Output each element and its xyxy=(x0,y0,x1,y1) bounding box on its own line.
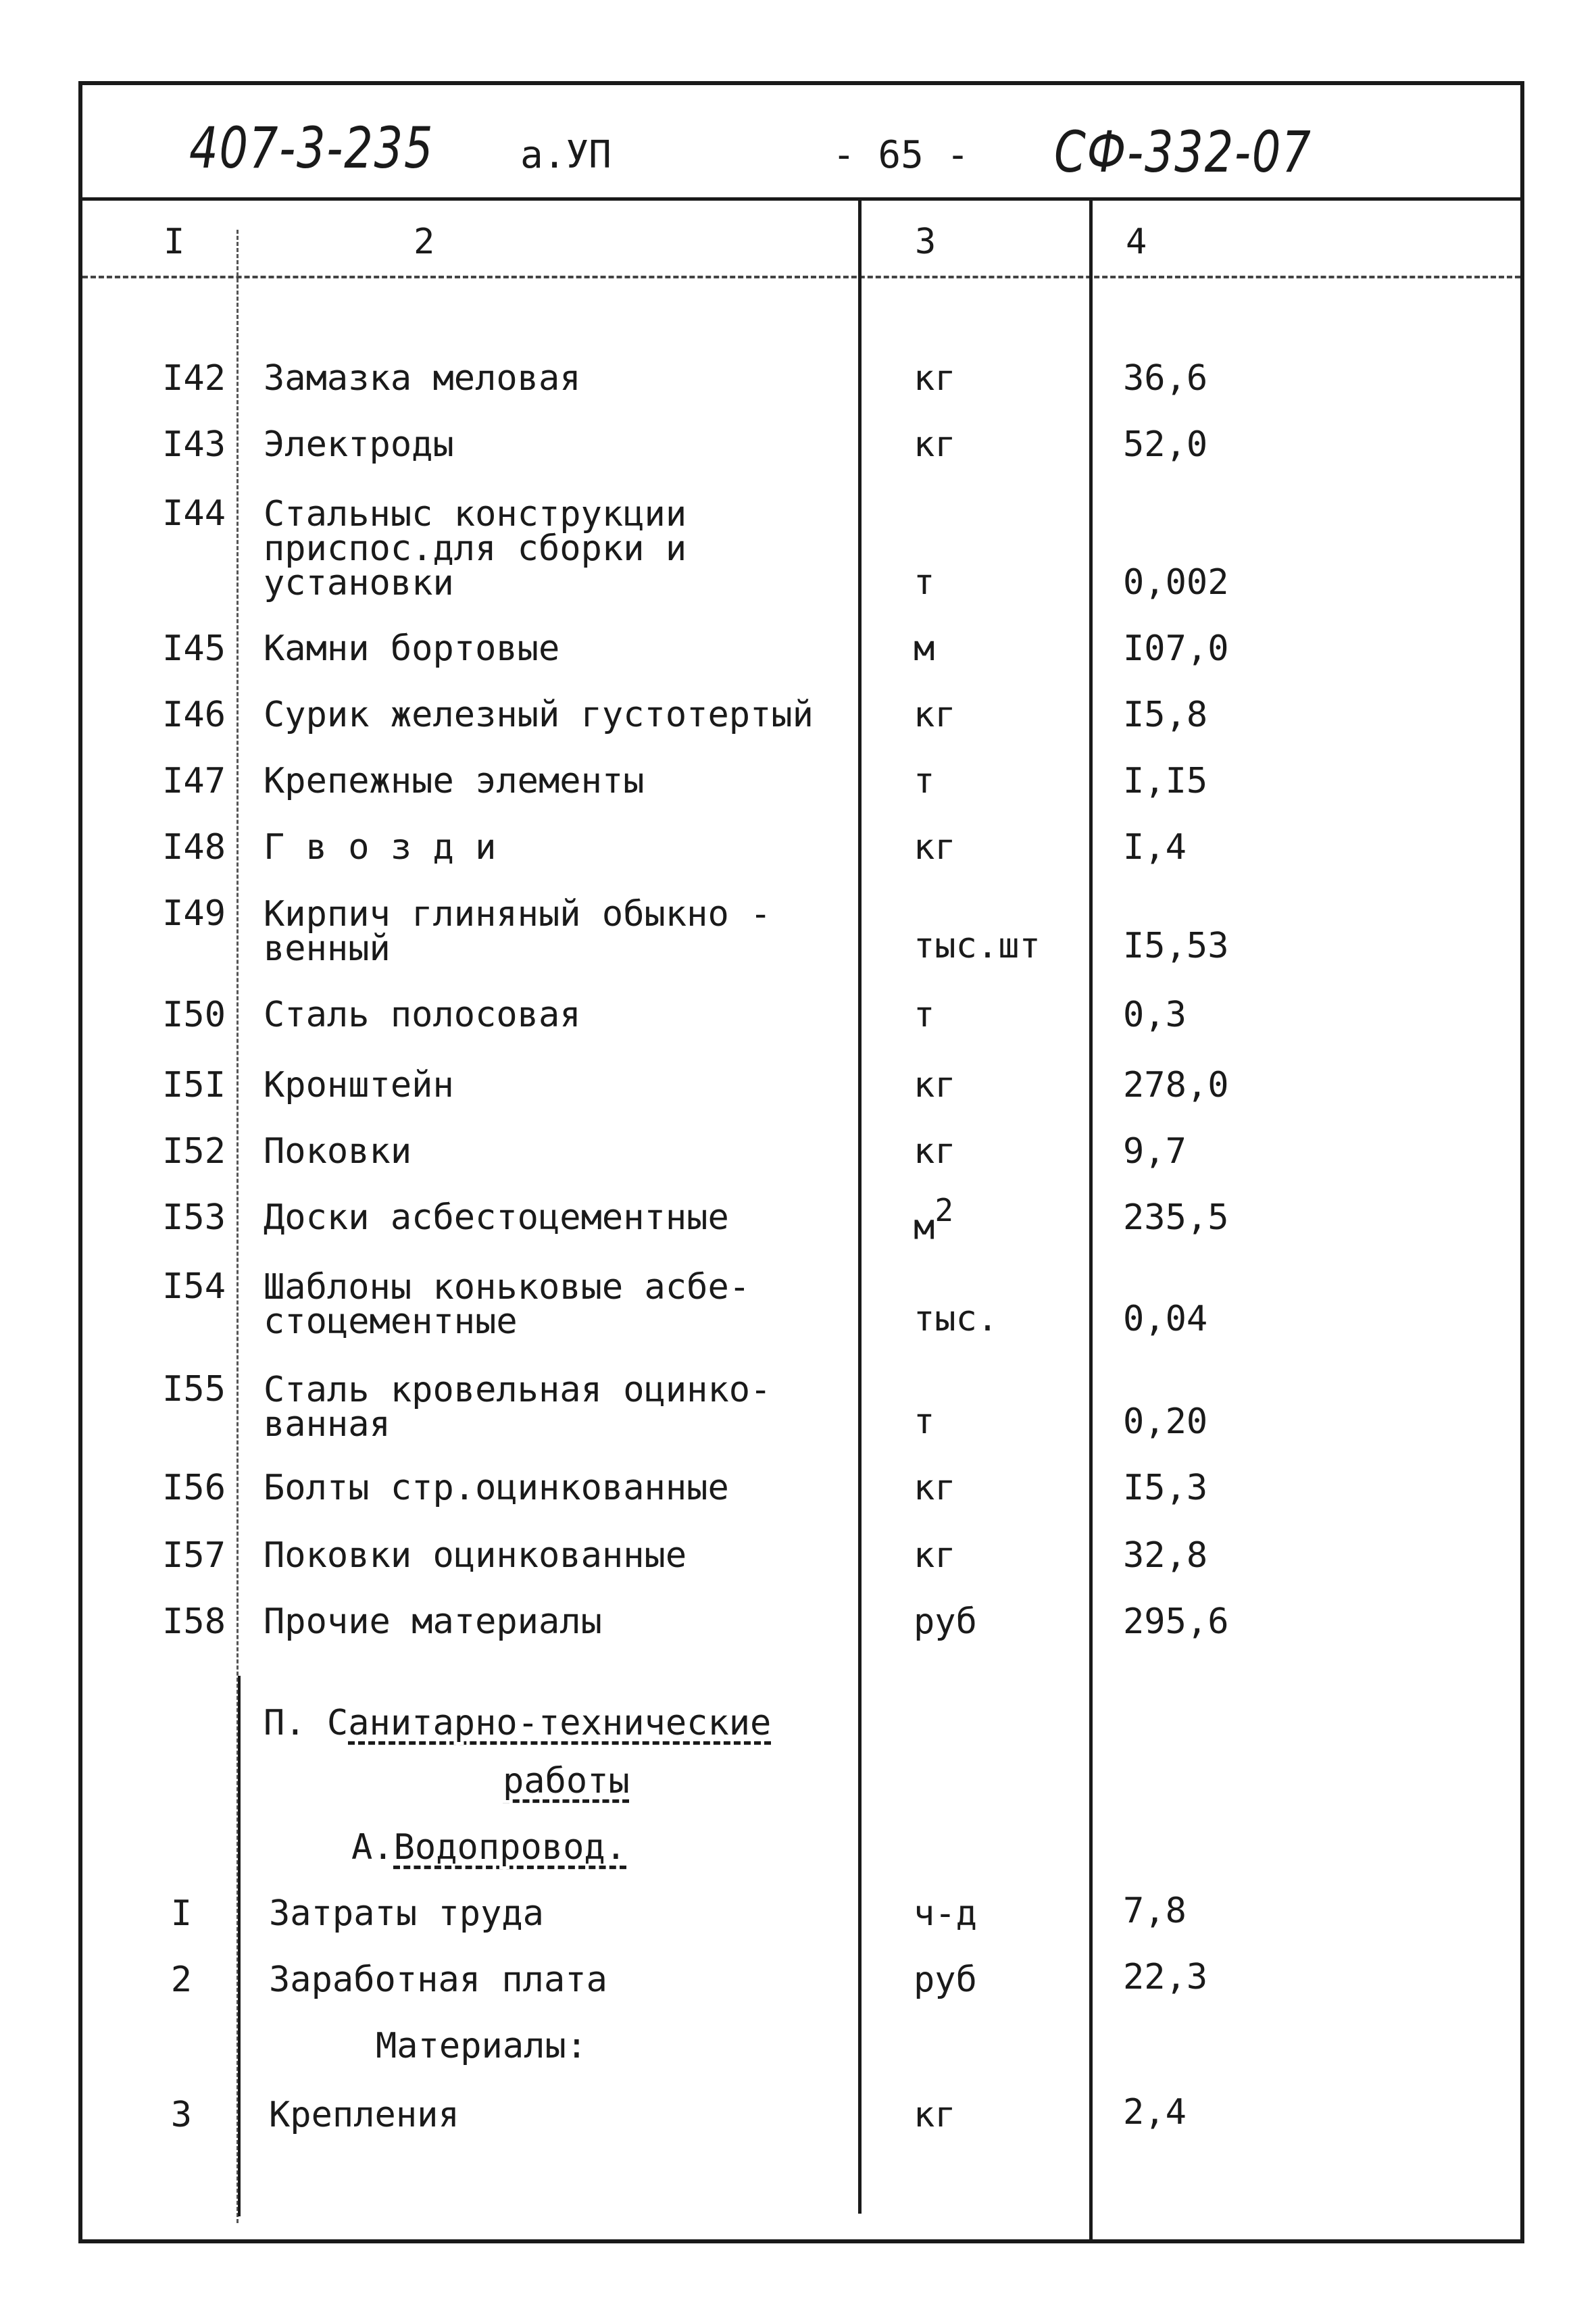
sheet-code: СФ-332-07 xyxy=(1054,119,1312,185)
item-value: I07,0 xyxy=(1123,628,1229,669)
item-value: 295,6 xyxy=(1123,1601,1229,1642)
item-name: Поковки оцинкованные xyxy=(264,1535,687,1576)
subsection-prefix: А. xyxy=(351,1827,394,1868)
item-value: 0,002 xyxy=(1123,562,1229,603)
item-name: Стальныс конструкции приспос.для сборки и установки xyxy=(264,494,687,603)
item-name: Сталь кровельная оцинко- ванная xyxy=(264,1370,772,1445)
section-heading-prefix: П. С xyxy=(264,1703,349,1743)
item-unit: ч-д xyxy=(914,1893,977,1934)
item-name: Г в о з д и xyxy=(264,827,497,868)
item-value: 32,8 xyxy=(1123,1535,1208,1576)
item-name: Крепежные элементы xyxy=(264,761,645,801)
header-divider xyxy=(78,197,1524,201)
item-value: 278,0 xyxy=(1123,1065,1229,1105)
item-name: Заработная плата xyxy=(269,1960,607,2000)
item-name: Кирпич глиняный обыкно - венный xyxy=(264,894,772,969)
materials-label: Материалы: xyxy=(376,2026,588,2066)
row-number: I47 xyxy=(162,761,226,801)
row-number: I56 xyxy=(162,1468,226,1508)
row-number: I52 xyxy=(162,1131,226,1172)
page-number: - 65 - xyxy=(832,133,970,177)
column-header-3: 3 xyxy=(915,222,937,262)
item-name: Кронштейн xyxy=(264,1065,454,1105)
column-header-1: I xyxy=(164,222,185,262)
item-unit: тыс.шт xyxy=(914,926,1041,966)
item-name: Болты стр.оцинкованные xyxy=(264,1468,729,1508)
unit-superscript: 2 xyxy=(934,1192,954,1228)
item-unit: т xyxy=(914,562,935,603)
column-divider-1-2-lower xyxy=(238,1676,241,2216)
item-unit: кг xyxy=(914,2095,956,2135)
row-number: 2 xyxy=(170,1960,192,2000)
unit-text: м xyxy=(914,1207,935,1248)
row-number: I49 xyxy=(162,893,226,934)
row-number: I58 xyxy=(162,1601,226,1642)
item-value: 52,0 xyxy=(1123,424,1208,465)
item-name: Поковки xyxy=(264,1131,412,1172)
item-name: Сурик железный густотертый xyxy=(264,695,814,735)
item-unit: т xyxy=(914,995,935,1035)
item-unit: кг xyxy=(914,1468,956,1508)
item-unit: руб xyxy=(914,1960,977,2000)
row-number: I45 xyxy=(162,628,226,669)
item-value: I,4 xyxy=(1123,827,1187,868)
item-unit: т xyxy=(914,1401,935,1442)
item-name: Доски асбестоцементные xyxy=(264,1197,729,1238)
item-unit: кг xyxy=(914,827,956,868)
item-value: 0,04 xyxy=(1123,1299,1208,1339)
section-heading-rest: анитарно-технические xyxy=(348,1703,772,1743)
item-value: I5,53 xyxy=(1123,926,1229,966)
item-value: I5,3 xyxy=(1123,1468,1208,1508)
section-heading xyxy=(264,1703,772,1743)
item-unit: кг xyxy=(914,358,956,399)
item-unit xyxy=(914,1192,954,1248)
column-header-divider xyxy=(82,276,1520,278)
subsection-title: Водопровод. xyxy=(393,1827,626,1868)
item-unit: тыс. xyxy=(914,1299,999,1339)
row-number: I42 xyxy=(162,358,226,399)
item-value: 235,5 xyxy=(1123,1197,1229,1238)
item-name: Сталь полосовая xyxy=(264,995,581,1035)
album-label: а.УП xyxy=(520,133,612,177)
section-heading-line2: работы xyxy=(503,1761,630,1801)
column-divider-2-3 xyxy=(858,200,862,2214)
column-header-2: 2 xyxy=(414,222,435,262)
item-name: Камни бортовые xyxy=(264,628,560,669)
item-unit: кг xyxy=(914,1535,956,1576)
row-number: I5I xyxy=(162,1065,226,1105)
item-value: 9,7 xyxy=(1123,1131,1187,1172)
row-number: I46 xyxy=(162,695,226,735)
item-name: Замазка меловая xyxy=(264,358,581,399)
row-number: I50 xyxy=(162,995,226,1035)
row-number: I53 xyxy=(162,1197,226,1238)
item-value: I5,8 xyxy=(1123,695,1208,735)
doc-code: 407-3-235 xyxy=(189,115,434,181)
item-unit: кг xyxy=(914,1065,956,1105)
item-unit: т xyxy=(914,761,935,801)
column-divider-3-4 xyxy=(1089,200,1093,2243)
row-number: I55 xyxy=(162,1369,226,1410)
row-number: I44 xyxy=(162,493,226,534)
item-value: 2,4 xyxy=(1123,2092,1187,2133)
item-name: Прочие материалы xyxy=(264,1601,602,1642)
row-number: 3 xyxy=(170,2095,192,2135)
row-number: I57 xyxy=(162,1535,226,1576)
row-number: I54 xyxy=(162,1266,226,1307)
item-value: 0,3 xyxy=(1123,995,1187,1035)
row-number: I43 xyxy=(162,424,226,465)
item-name: Электроды xyxy=(264,424,454,465)
item-name: Шаблоны коньковые асбе- стоцементные xyxy=(264,1267,751,1342)
item-name: Крепления xyxy=(269,2095,459,2135)
row-number: I xyxy=(170,1893,192,1934)
item-value: 0,20 xyxy=(1123,1401,1208,1442)
item-value: 22,3 xyxy=(1123,1957,1208,1997)
item-unit: кг xyxy=(914,1131,956,1172)
item-unit: кг xyxy=(914,424,956,465)
item-name: Затраты труда xyxy=(269,1893,544,1934)
item-unit: м xyxy=(914,628,935,669)
subsection-heading xyxy=(351,1827,626,1868)
row-number: I48 xyxy=(162,827,226,868)
item-value: 36,6 xyxy=(1123,358,1208,399)
column-header-4: 4 xyxy=(1126,222,1147,262)
item-unit: руб xyxy=(914,1601,977,1642)
item-value: 7,8 xyxy=(1123,1891,1187,1931)
item-value: I,I5 xyxy=(1123,761,1208,801)
item-unit: кг xyxy=(914,695,956,735)
